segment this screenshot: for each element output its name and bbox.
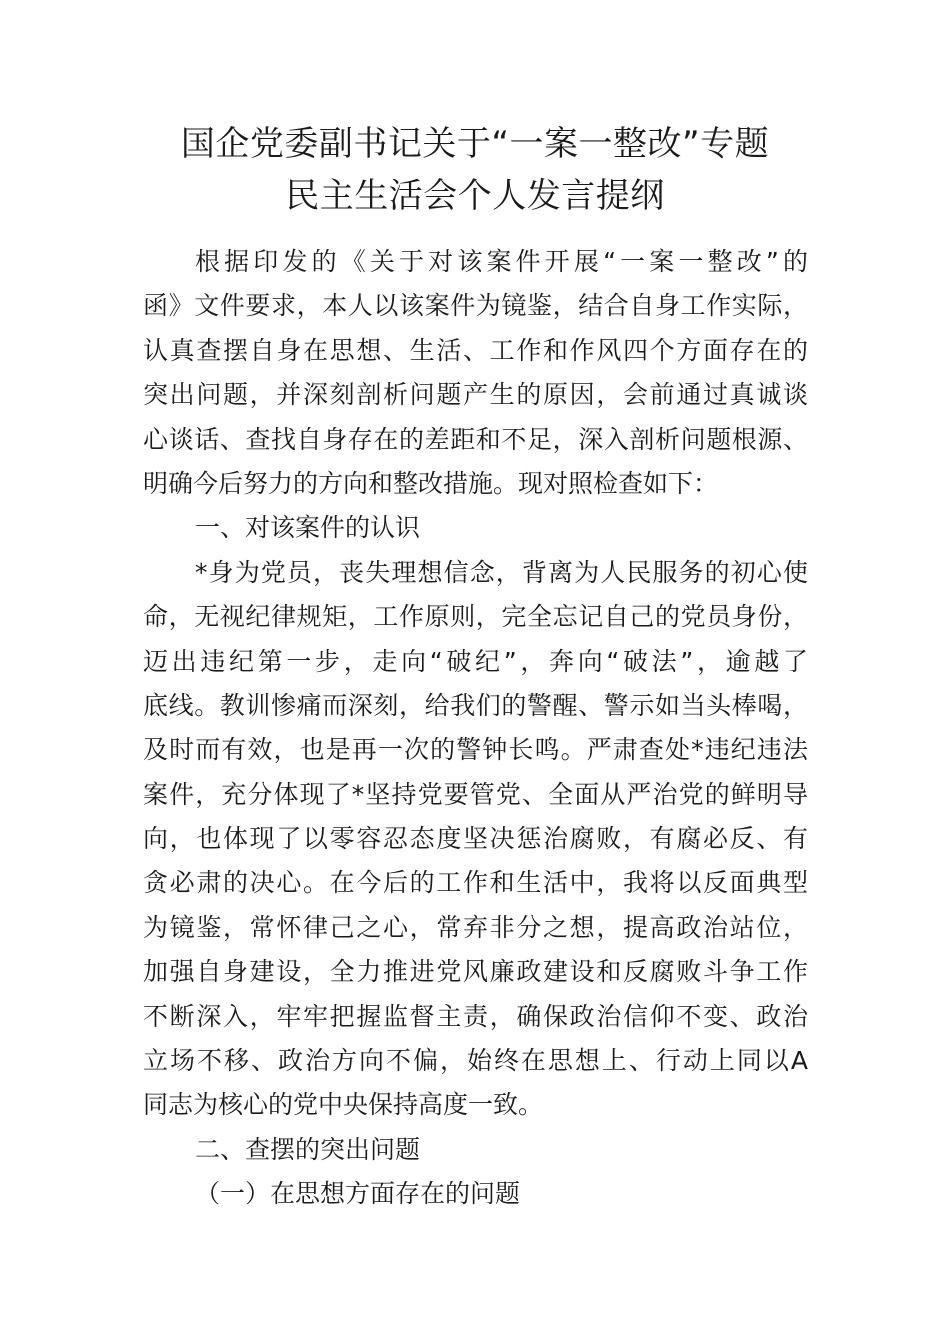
section1-paragraph-line: 加强自身建设，全力推进党风廉政建设和反腐败斗争工作 [143,957,808,987]
section1-paragraph-line: *身为党员，丧失理想信念，背离为人民服务的初心使 [195,557,808,587]
section1-paragraph-line: 贪必肃的决心。在今后的工作和生活中，我将以反面典型 [143,868,808,898]
intro-paragraph-line: 突出问题，并深刻剖析问题产生的原因，会前通过真诚谈 [143,380,808,410]
intro-paragraph-line: 明确今后努力的方向和整改措施。现对照检查如下： [143,468,719,498]
section1-paragraph-line: 迈出违纪第一步，走向“破纪”，奔向“破法”，逾越了 [143,646,808,676]
title-line-1: 国企党委副书记关于“一案一整改”专题 [180,124,770,164]
intro-paragraph-line: 根据印发的《关于对该案件开展“一案一整改”的 [195,247,808,276]
document-body [143,240,808,1217]
section1-paragraph-line: 及时而有效，也是再一次的警钟长鸣。严肃查处*违纪违法 [143,735,808,765]
subsection-heading-1: （一）在思想方面存在的问题 [195,1179,521,1209]
section1-paragraph-line: 底线。教训惨痛而深刻，给我们的警醒、警示如当头棒喝， [143,690,808,720]
title-line-2: 民主生活会个人发言提纲 [285,176,665,216]
section-heading-1: 一、对该案件的认识 [195,513,421,543]
section1-paragraph-line: 向，也体现了以零容忍态度坚决惩治腐败，有腐必反、有 [143,824,808,854]
intro-paragraph-line: 心谈话、查找自身存在的差距和不足，深入剖析问题根源、 [143,424,808,454]
intro-paragraph-line: 函》文件要求，本人以该案件为镜鉴，结合自身工作实际， [143,291,808,321]
section1-paragraph-line: 同志为核心的党中央保持高度一致。 [143,1090,544,1120]
document-title [0,118,950,222]
section1-paragraph-line: 案件，充分体现了*坚持党要管党、全面从严治党的鲜明导 [143,779,808,809]
section-heading-2: 二、查摆的突出问题 [195,1134,421,1164]
section1-paragraph-line: 为镜鉴，常怀律己之心，常弃非分之想，提高政治站位， [143,912,808,942]
section1-paragraph-line: 命，无视纪律规矩，工作原则，完全忘记自己的党员身份， [143,602,808,632]
section1-paragraph-line: 不断深入，牢牢把握监督主责，确保政治信仰不变、政治 [143,1001,808,1031]
intro-paragraph-line: 认真查摆自身在思想、生活、工作和作风四个方面存在的 [143,335,808,365]
section1-paragraph-line: 立场不移、政治方向不偏，始终在思想上、行动上同以A [143,1046,808,1076]
